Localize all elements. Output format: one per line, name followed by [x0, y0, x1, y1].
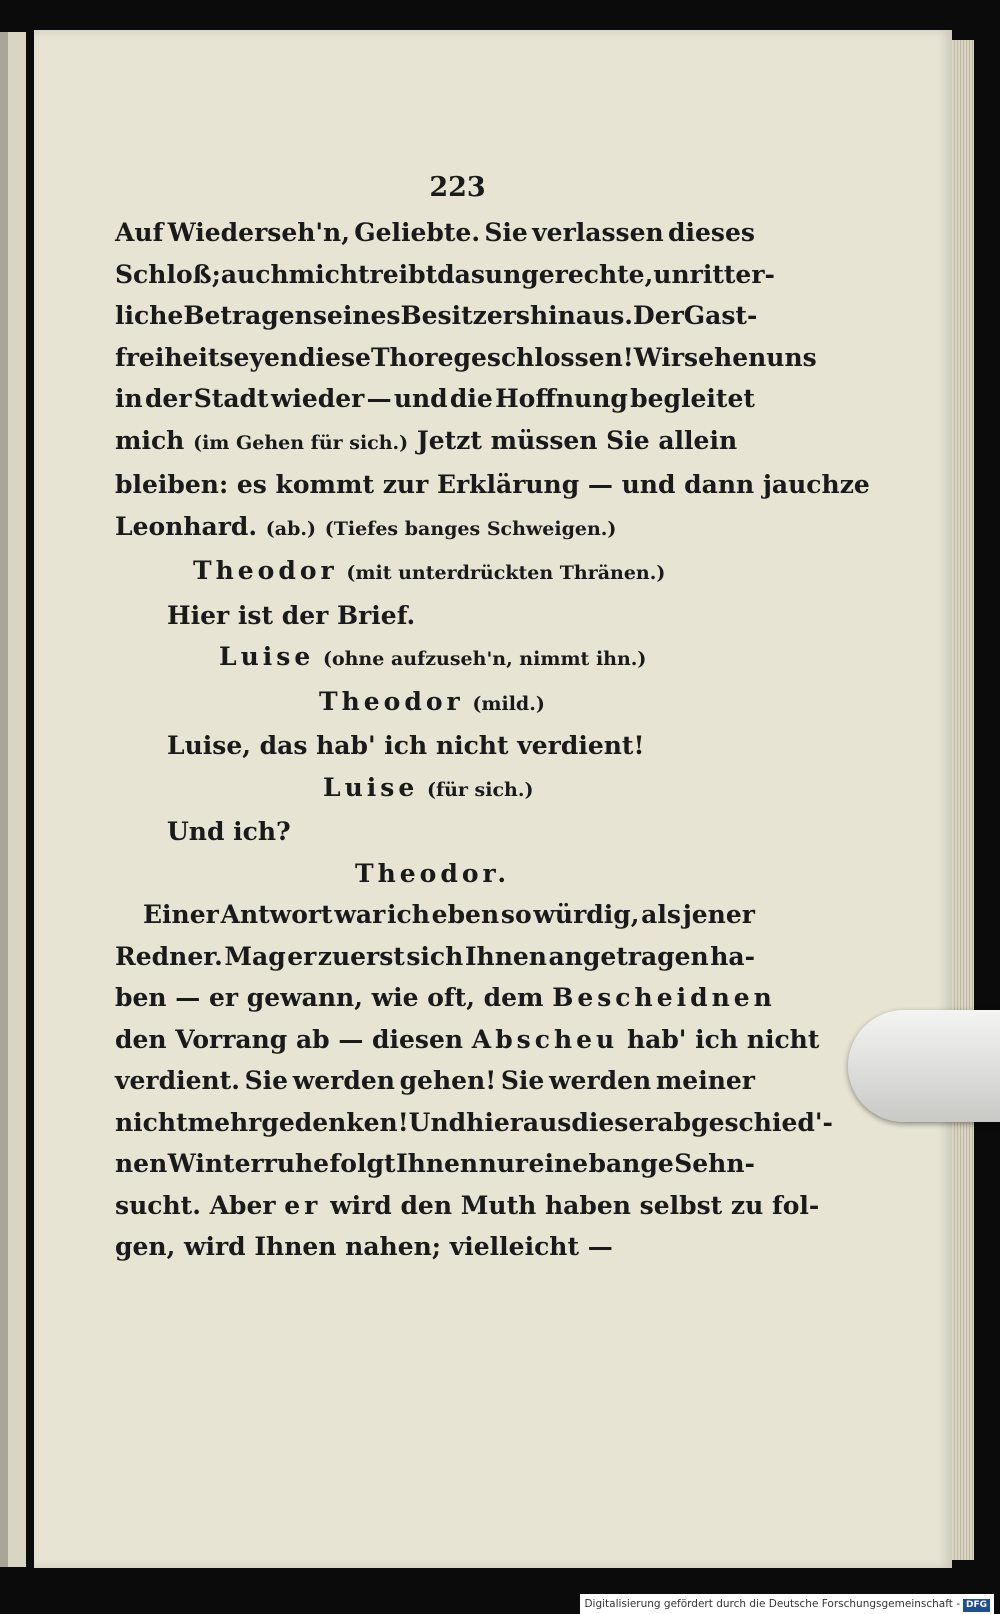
word: gehen!	[399, 1066, 497, 1095]
word: meiner	[655, 1066, 755, 1095]
speaker-name: Luise	[323, 772, 419, 802]
word: wieder	[270, 384, 365, 413]
word: Der	[633, 301, 684, 330]
speaker-line	[115, 853, 755, 895]
word: Geliebte.	[354, 218, 481, 247]
speaker-name: Luise	[219, 642, 315, 671]
word: der	[144, 384, 192, 413]
stage-direction: (Tiefes banges Schweigen.)	[324, 517, 617, 540]
stage-direction: (ohne aufzuseh'n, nimmt ihn.)	[322, 648, 647, 670]
word: werden	[292, 1066, 395, 1095]
word: nen	[115, 1149, 168, 1178]
text-line	[115, 212, 755, 254]
word: dieses	[667, 218, 755, 247]
word: liche	[115, 301, 184, 330]
word: folgt	[329, 1149, 396, 1178]
word: Schloß;	[115, 259, 221, 289]
speaker-name: Theodor	[193, 556, 338, 585]
word: treibt	[358, 259, 438, 289]
text-line: bleiben: es kommt zur Erklärung — und dann jauchze	[115, 470, 870, 499]
word: Mag	[224, 941, 286, 971]
word: Sie	[244, 1066, 289, 1095]
word: Redner.	[115, 941, 223, 971]
stage-direction: (im Gehen für sich.)	[193, 431, 409, 454]
word: gedenken!	[261, 1107, 409, 1137]
word: abgeschied'-	[657, 1107, 833, 1137]
word: dieser	[571, 1107, 658, 1137]
word: angetragen	[548, 941, 709, 971]
text-line	[115, 254, 775, 296]
stage-direction: (mild.)	[472, 692, 545, 715]
word: seines	[312, 301, 401, 330]
word: sich	[406, 941, 464, 971]
speaker-line	[115, 767, 755, 812]
page-fore-edge	[952, 40, 974, 1560]
text-line: sucht. Aber er wird den Muth haben selbst zu fol-	[115, 1190, 820, 1220]
word: Einer	[143, 900, 219, 929]
word: Gast-	[683, 301, 758, 330]
word: Ihnen	[464, 941, 547, 971]
stage-direction: (mit unterdrückten Thränen.)	[346, 562, 666, 584]
word: die	[449, 384, 493, 413]
word: Ihnen	[395, 1149, 479, 1178]
word: auch	[220, 259, 289, 289]
word: Besitzers	[400, 301, 530, 330]
word: geschlossen!	[453, 342, 634, 372]
book-gutter	[0, 32, 8, 1567]
word: zuerst	[317, 941, 405, 971]
word: so	[500, 900, 532, 929]
scanner-page-clamp	[848, 1010, 1000, 1122]
word: er	[287, 941, 317, 971]
word: Sehn-	[674, 1149, 755, 1178]
text-line	[115, 337, 817, 379]
stage-direction: (ab.)	[265, 517, 316, 540]
page-number: 223	[429, 172, 486, 203]
word: Thore	[370, 342, 454, 372]
word: Und	[408, 1107, 467, 1137]
text-line	[115, 1143, 755, 1185]
text-line: Leonhard. (ab.) (Tiefes banges Schweigen.)	[115, 511, 617, 541]
speaker-line	[115, 550, 755, 595]
word: ich	[387, 900, 430, 929]
word: Wiederseh'n,	[167, 218, 350, 247]
text-line: ben — er gewann, wie oft, dem Bescheidnen	[115, 983, 776, 1012]
word: unritter-	[653, 259, 775, 289]
word: freiheit	[115, 342, 220, 372]
text-line	[115, 936, 755, 978]
word: mehr	[187, 1107, 262, 1137]
word: Winterruhe	[167, 1149, 330, 1178]
word: bange	[588, 1149, 674, 1178]
word: ungerechte,	[484, 259, 654, 289]
speaker-name: Theodor	[319, 686, 464, 716]
word: war	[334, 900, 386, 929]
text-line	[115, 1102, 833, 1144]
word: Stadt	[193, 384, 269, 413]
word: Auf	[115, 218, 164, 247]
text-line	[115, 378, 755, 420]
word: das	[437, 259, 485, 289]
text-line	[115, 894, 755, 936]
word: Wir	[633, 342, 685, 372]
digitization-credit	[580, 1594, 994, 1614]
word: sehen	[684, 342, 767, 372]
word: jener	[682, 900, 755, 929]
word: begleitet	[630, 384, 755, 413]
word: in	[115, 384, 143, 413]
word: —	[366, 384, 392, 413]
word: als	[641, 900, 681, 929]
word: Betragen	[183, 301, 313, 330]
word: Antwort	[220, 900, 333, 929]
word: verdient.	[115, 1066, 240, 1095]
emphasized-word: Abscheu	[471, 1024, 619, 1054]
word: eben	[431, 900, 500, 929]
word: werden	[549, 1066, 652, 1095]
word: diese	[298, 342, 371, 372]
text-line	[115, 295, 758, 337]
word: nur	[478, 1149, 529, 1178]
word: ha-	[710, 941, 755, 971]
word: uns	[766, 342, 817, 372]
word: Hoffnung	[495, 384, 628, 413]
word: eine	[528, 1149, 589, 1178]
word: verlassen	[532, 218, 664, 247]
speaker-line	[115, 636, 755, 681]
emphasized-word: Bescheidnen	[552, 983, 776, 1012]
emphasized-word: er	[284, 1190, 322, 1220]
credit-text: Digitalisierung gefördert durch die Deutsche Forschungsgemeinschaft -	[584, 1598, 960, 1610]
word: Sie	[500, 1066, 545, 1095]
word: nicht	[115, 1107, 188, 1137]
word: seyen	[219, 342, 299, 372]
speaker-name: Theodor.	[355, 858, 511, 888]
word: und	[393, 384, 448, 413]
word: mich	[288, 259, 358, 289]
text-line: gen, wird Ihnen nahen; vielleicht —	[115, 1232, 613, 1261]
page-text	[115, 168, 870, 1268]
stage-direction: (für sich.)	[426, 778, 534, 801]
word: aus	[522, 1107, 572, 1137]
text-line: mich (im Gehen für sich.) Jetzt müssen Sie allein	[115, 425, 738, 455]
speech-line: Und ich?	[167, 817, 291, 846]
word: würdig,	[533, 900, 640, 929]
word: hinaus.	[530, 301, 634, 330]
speech-line: Luise, das hab' ich nicht verdient!	[167, 731, 645, 760]
word: Sie	[484, 218, 528, 247]
word: hier	[466, 1107, 523, 1137]
text-line: den Vorrang ab — diesen Abscheu hab' ich nicht	[115, 1024, 820, 1054]
dfg-logo: DFG	[963, 1599, 990, 1612]
speaker-line	[115, 681, 755, 726]
speech-line: Hier ist der Brief.	[167, 600, 416, 630]
text-line	[115, 1060, 755, 1102]
